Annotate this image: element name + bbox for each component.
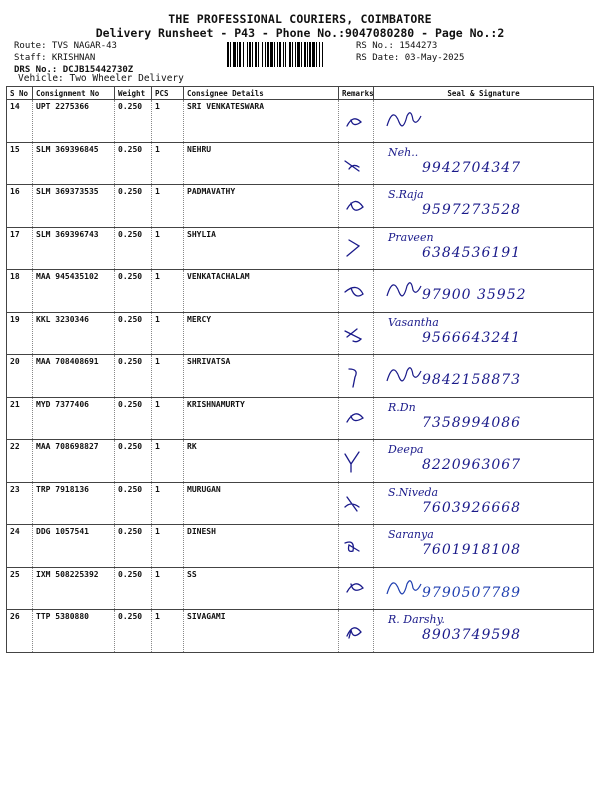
barcode-bar — [274, 42, 275, 67]
row-remarks — [339, 482, 374, 525]
barcode-bar — [309, 42, 311, 67]
row-pcs: 1 — [152, 270, 184, 313]
row-pcs: 1 — [152, 185, 184, 228]
row-pcs: 1 — [152, 312, 184, 355]
row-weight: 0.250 — [115, 525, 152, 568]
row-pcs: 1 — [152, 610, 184, 653]
col-consignment: Consignment No — [33, 87, 115, 100]
row-signature — [374, 142, 594, 185]
row-sno: 16 — [7, 185, 33, 228]
row-remarks — [339, 355, 374, 398]
row-weight: 0.250 — [115, 482, 152, 525]
row-sno: 20 — [7, 355, 33, 398]
drs-label: DRS No.: DCJB15442730Z — [14, 65, 134, 75]
col-pcs: PCS — [152, 87, 184, 100]
row-consignee: PADMAVATHY — [184, 185, 339, 228]
route-label: Route: TVS NAGAR-43 — [14, 41, 117, 51]
row-weight: 0.250 — [115, 440, 152, 483]
barcode-bar — [243, 42, 244, 67]
row-signature — [374, 397, 594, 440]
signature-phone: 6384536191 — [422, 244, 522, 261]
row-weight: 0.250 — [115, 355, 152, 398]
row-pcs: 1 — [152, 525, 184, 568]
row-sno: 21 — [7, 397, 33, 440]
row-signature — [374, 355, 594, 398]
signature-scribble — [384, 274, 424, 304]
barcode-bar — [258, 42, 259, 67]
signature-name: S.Raja — [388, 188, 424, 201]
remark-mark — [339, 440, 374, 480]
signature-name: Saranya — [388, 528, 434, 541]
row-remarks — [339, 312, 374, 355]
barcode-bar — [255, 42, 257, 67]
table-row — [7, 312, 594, 355]
runsheet-table — [6, 86, 594, 653]
runsheet-title: Delivery Runsheet - P43 - Phone No.:9047080280 - Page No.:2 — [95, 26, 505, 40]
signature-phone: 9597273528 — [422, 202, 522, 218]
row-consignment-no: UPT 2275366 — [33, 100, 115, 143]
row-consignee: MERCY — [184, 312, 339, 355]
row-consignment-no: TRP 7918136 — [33, 482, 115, 525]
row-pcs: 1 — [152, 227, 184, 270]
remark-mark — [339, 610, 374, 650]
remark-mark — [339, 525, 374, 565]
signature-name: Deepa — [388, 443, 424, 456]
barcode-bar — [283, 42, 284, 67]
barcode-bar — [295, 42, 296, 67]
row-pcs: 1 — [152, 397, 184, 440]
col-sno: S No — [7, 87, 33, 100]
barcode-bar — [227, 42, 229, 67]
row-pcs: 1 — [152, 355, 184, 398]
row-remarks — [339, 397, 374, 440]
row-remarks — [339, 610, 374, 653]
row-consignee: SHYLIA — [184, 227, 339, 270]
barcode-bar — [319, 42, 320, 67]
barcode-bar — [262, 42, 263, 67]
row-sno: 24 — [7, 525, 33, 568]
row-consignee: SS — [184, 567, 339, 610]
barcode-bar — [289, 42, 291, 67]
runsheet-meta-left — [14, 40, 133, 76]
barcode-bar — [230, 42, 231, 67]
table-row — [7, 100, 594, 143]
row-weight: 0.250 — [115, 270, 152, 313]
row-remarks — [339, 227, 374, 270]
table-row — [7, 142, 594, 185]
barcode-bar — [270, 42, 273, 67]
signature-name: Vasantha — [388, 315, 439, 329]
remark-mark — [339, 313, 374, 353]
barcode-bar — [312, 42, 315, 67]
row-consignment-no: IXM 508225392 — [33, 567, 115, 610]
table-row — [7, 567, 594, 610]
row-remarks — [339, 142, 374, 185]
row-consignment-no: SLM 369396743 — [33, 227, 115, 270]
row-remarks — [339, 100, 374, 143]
row-remarks — [339, 270, 374, 313]
signature-phone: 8903749598 — [422, 627, 522, 643]
row-pcs: 1 — [152, 482, 184, 525]
signature-name: R.Dn — [388, 400, 416, 414]
row-signature — [374, 270, 594, 313]
barcode-bar — [233, 42, 236, 67]
row-signature — [374, 312, 594, 355]
barcode-bar — [292, 42, 293, 67]
row-sno: 23 — [7, 482, 33, 525]
row-consignee: DINESH — [184, 525, 339, 568]
col-consignee: Consignee Details — [184, 87, 339, 100]
row-consignee: VENKATACHALAM — [184, 270, 339, 313]
remark-mark — [339, 143, 374, 183]
row-consignee: NEHRU — [184, 142, 339, 185]
row-sno: 26 — [7, 610, 33, 653]
table-row — [7, 440, 594, 483]
barcode-bar — [265, 42, 266, 67]
barcode-bar — [297, 42, 300, 67]
remark-mark — [339, 228, 374, 268]
row-remarks — [339, 440, 374, 483]
row-consignment-no: KKL 3230346 — [33, 312, 115, 355]
row-sno: 17 — [7, 227, 33, 270]
barcode-bar — [237, 42, 238, 67]
row-sno: 15 — [7, 142, 33, 185]
table-row — [7, 355, 594, 398]
remark-mark — [339, 355, 374, 395]
row-weight: 0.250 — [115, 397, 152, 440]
signature-name: S.Niveda — [388, 485, 439, 499]
table-row — [7, 610, 594, 653]
signature-phone: 9842158873 — [422, 372, 522, 388]
row-weight: 0.250 — [115, 100, 152, 143]
row-consignment-no: MYD 7377406 — [33, 397, 115, 440]
row-signature — [374, 227, 594, 270]
remark-mark — [339, 100, 374, 140]
barcode-bar — [322, 42, 323, 67]
signature-phone: 9790507789 — [422, 584, 522, 601]
row-consignment-no: DDG 1057541 — [33, 525, 115, 568]
row-weight: 0.250 — [115, 142, 152, 185]
row-pcs: 1 — [152, 142, 184, 185]
row-sno: 19 — [7, 312, 33, 355]
row-signature — [374, 610, 594, 653]
row-consignee: KRISHNAMURTY — [184, 397, 339, 440]
row-consignee: SHRIVATSA — [184, 355, 339, 398]
barcode-bar — [247, 42, 248, 67]
row-weight: 0.250 — [115, 567, 152, 610]
row-consignment-no: MAA 708698827 — [33, 440, 115, 483]
company-title: THE PROFESSIONAL COURIERS, COIMBATORE — [168, 12, 432, 26]
row-signature — [374, 185, 594, 228]
barcode-bar — [316, 42, 317, 67]
signature-scribble — [384, 359, 424, 389]
row-signature — [374, 482, 594, 525]
signature-phone: 8220963067 — [422, 457, 522, 473]
barcode-bar — [267, 42, 269, 67]
signature-phone: 9942704347 — [422, 159, 522, 176]
col-remarks: Remarks — [339, 87, 374, 100]
barcode-bar — [285, 42, 286, 67]
barcode-bar — [304, 42, 306, 67]
remark-mark — [339, 185, 374, 225]
col-seal-signature: Seal & Signature — [374, 87, 594, 100]
row-consignee: MURUGAN — [184, 482, 339, 525]
row-weight: 0.250 — [115, 185, 152, 228]
rs-date: RS Date: 03-May-2025 — [356, 53, 465, 63]
signature-scribble — [384, 104, 424, 134]
barcode-bar — [307, 42, 308, 67]
signature-phone: 97900 35952 — [422, 287, 527, 303]
row-signature — [374, 567, 594, 610]
remark-mark — [339, 483, 374, 523]
col-weight: Weight — [115, 87, 152, 100]
row-signature — [374, 525, 594, 568]
row-consignee: SRI VENKATESWARA — [184, 100, 339, 143]
table-row — [7, 525, 594, 568]
row-remarks — [339, 567, 374, 610]
signature-phone: 7601918108 — [422, 542, 522, 558]
row-consignment-no: MAA 945435102 — [33, 270, 115, 313]
barcode — [227, 42, 350, 67]
runsheet-meta-right — [356, 40, 464, 64]
row-consignment-no: TTP 5380880 — [33, 610, 115, 653]
barcode-bar — [277, 42, 278, 67]
table-row — [7, 482, 594, 525]
remark-mark — [339, 398, 374, 438]
signature-scribble — [384, 572, 424, 602]
table-row — [7, 270, 594, 313]
row-consignee: RK — [184, 440, 339, 483]
remark-mark — [339, 270, 374, 310]
barcode-bar — [239, 42, 241, 67]
signature-name: Neh.. — [388, 145, 419, 159]
row-signature — [374, 100, 594, 143]
row-consignment-no: MAA 708408691 — [33, 355, 115, 398]
signature-phone: 9566643241 — [422, 329, 522, 346]
row-pcs: 1 — [152, 100, 184, 143]
row-weight: 0.250 — [115, 610, 152, 653]
staff-label: Staff: KRISHNAN — [14, 53, 96, 63]
row-remarks — [339, 525, 374, 568]
table-row — [7, 185, 594, 228]
signature-name: Praveen — [388, 230, 434, 244]
barcode-bar — [249, 42, 251, 67]
signature-name: R. Darshy. — [388, 613, 445, 626]
row-sno: 22 — [7, 440, 33, 483]
signature-phone: 7358994086 — [422, 414, 522, 431]
row-consignment-no: SLM 369373535 — [33, 185, 115, 228]
row-weight: 0.250 — [115, 227, 152, 270]
table-row — [7, 397, 594, 440]
row-sno: 25 — [7, 567, 33, 610]
remark-mark — [339, 568, 374, 608]
row-remarks — [339, 185, 374, 228]
row-sno: 18 — [7, 270, 33, 313]
rs-number: RS No.: 1544273 — [356, 41, 438, 51]
row-consignee: SIVAGAMI — [184, 610, 339, 653]
row-consignment-no: SLM 369396845 — [33, 142, 115, 185]
row-pcs: 1 — [152, 440, 184, 483]
table-header-row — [7, 87, 594, 100]
vehicle-label: Vehicle: Two Wheeler Delivery — [18, 73, 184, 84]
table-row — [7, 227, 594, 270]
barcode-bar — [279, 42, 281, 67]
barcode-bar — [252, 42, 253, 67]
row-sno: 14 — [7, 100, 33, 143]
row-signature — [374, 440, 594, 483]
signature-phone: 7603926668 — [422, 499, 522, 516]
row-pcs: 1 — [152, 567, 184, 610]
barcode-bar — [301, 42, 302, 67]
row-weight: 0.250 — [115, 312, 152, 355]
